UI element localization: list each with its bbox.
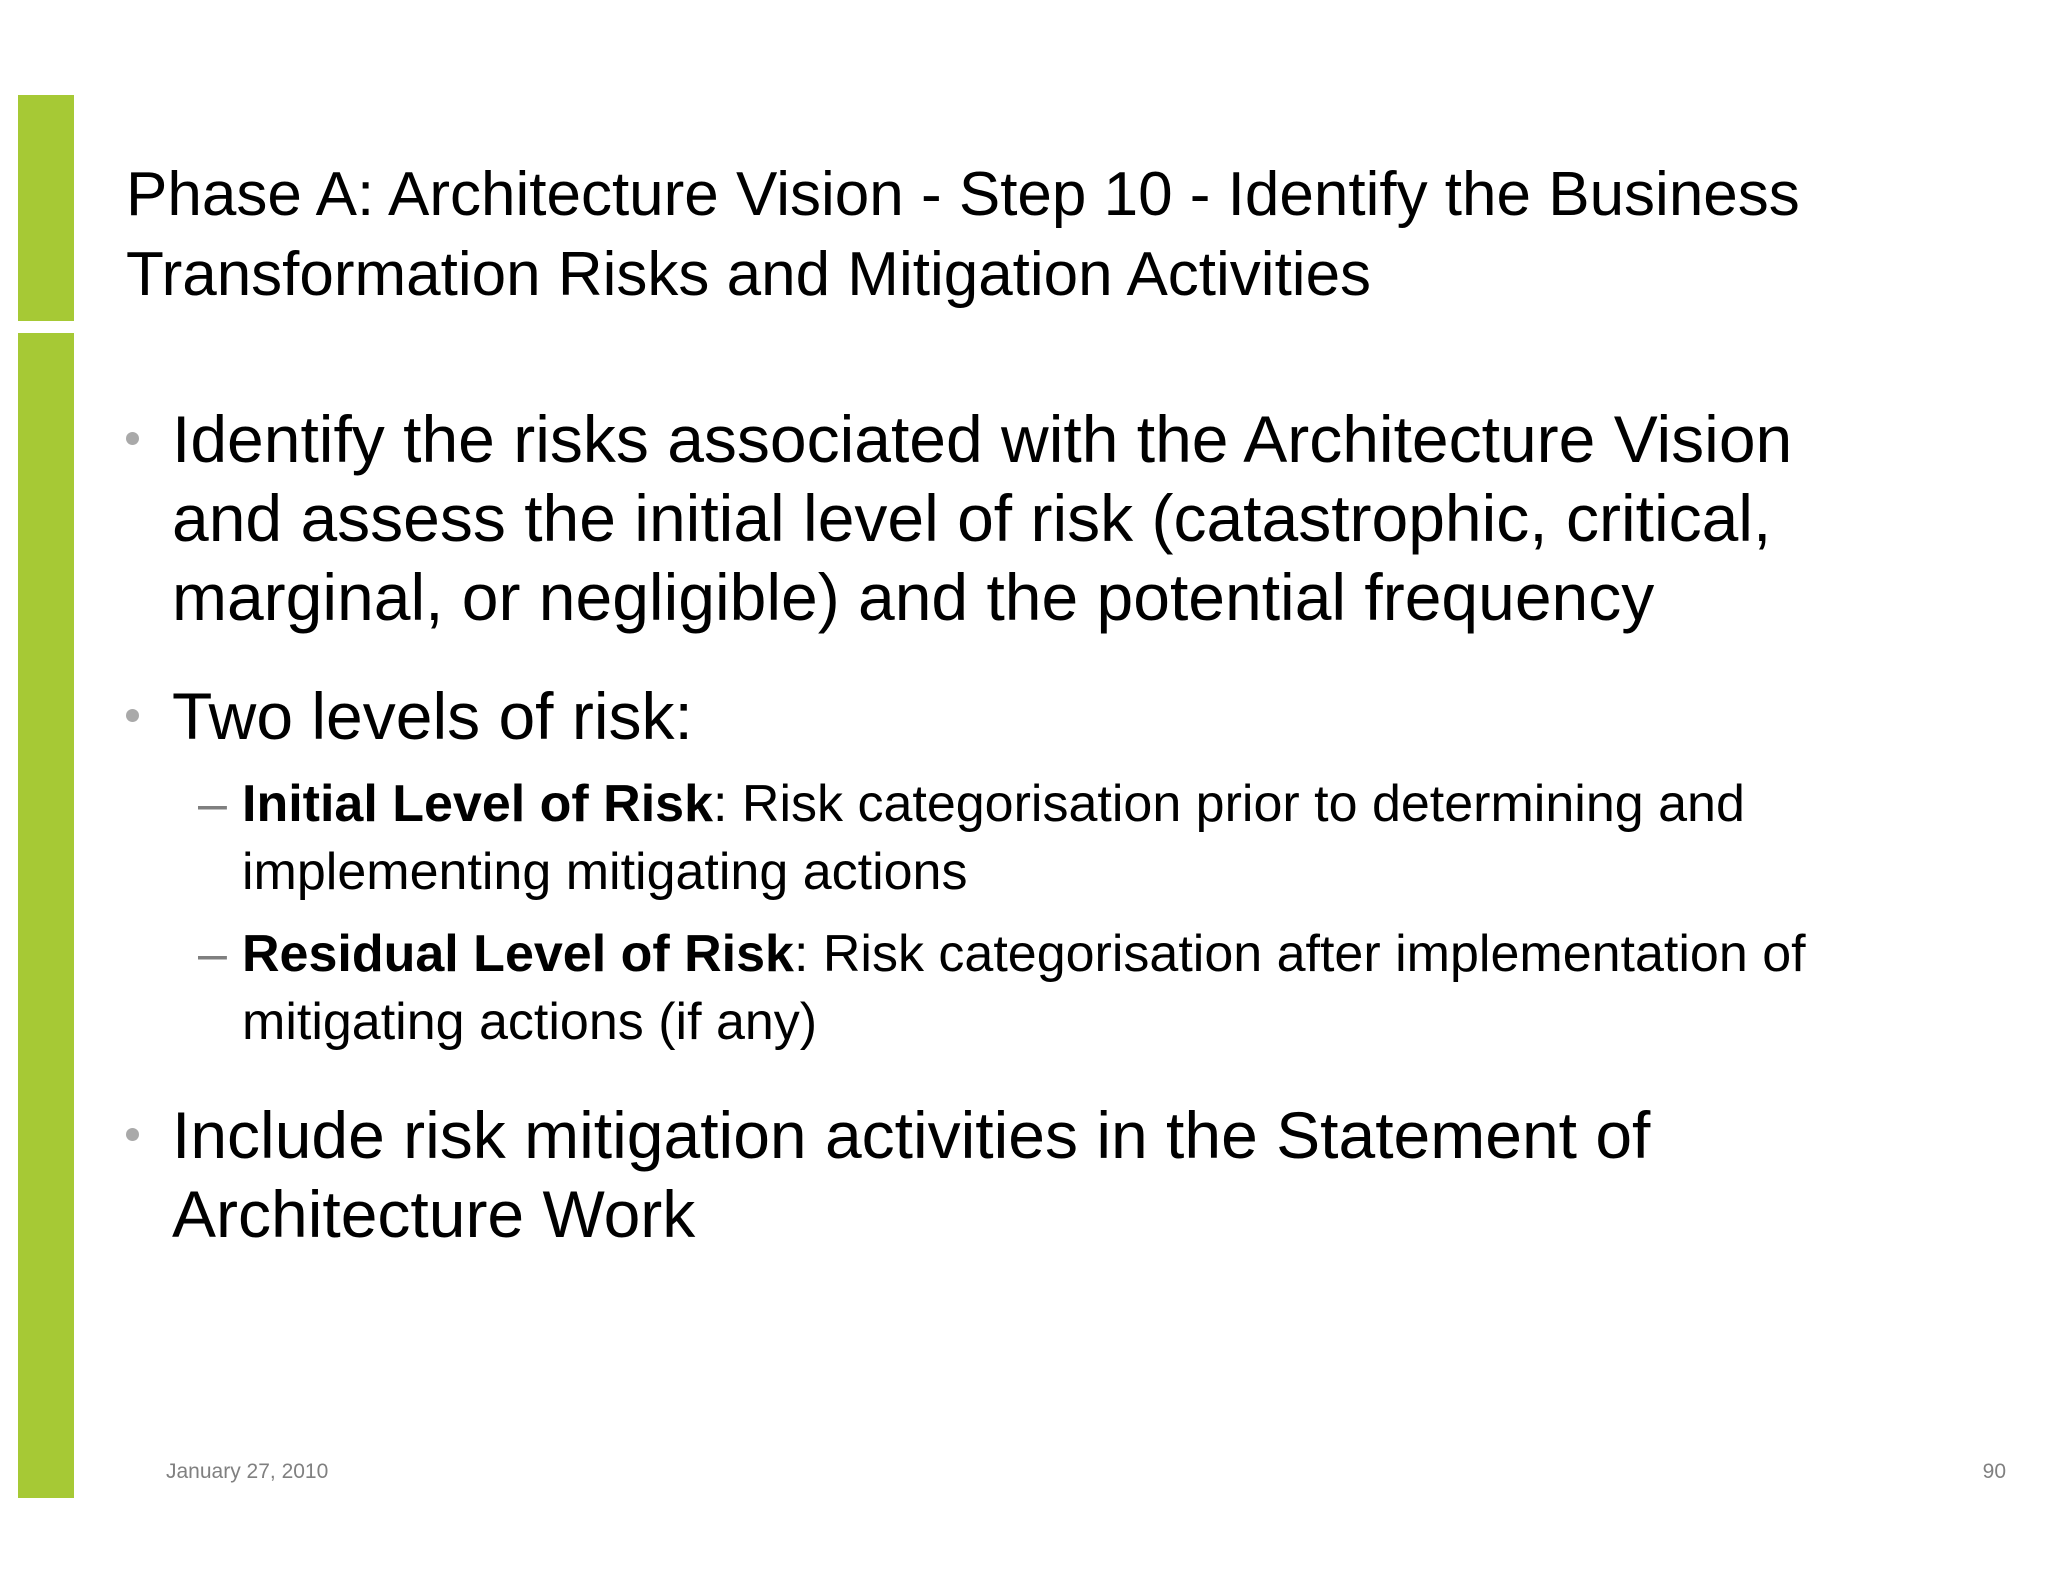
sub-bullet-list: [172, 770, 1886, 1056]
footer-date: January 27, 2010: [166, 1460, 329, 1483]
dash-icon: –: [198, 775, 227, 833]
bullet-text: Two levels of risk:: [172, 679, 693, 753]
page-number: 90: [1982, 1460, 2006, 1483]
sub-bullet-term: Residual Level of Risk: [242, 925, 794, 983]
sub-bullet-desc: : Risk categorisation prior to determining and implementing mitigating actions: [242, 775, 1745, 901]
bullet-text: Identify the risks associated with the Architecture Vision and assess the initial level of risk (catastrophic, critical, marginal, or negligible) and the potential frequency: [172, 402, 1793, 634]
accent-bar-top: [18, 95, 74, 321]
sub-bullet-item: [172, 920, 1886, 1056]
bullet-list: [126, 400, 1886, 1294]
dash-icon: –: [198, 925, 227, 983]
bullet-item: [126, 677, 1886, 1056]
bullet-text: Include risk mitigation activities in the Statement of Architecture Work: [172, 1098, 1651, 1251]
bullet-dot-icon: [126, 709, 139, 722]
sub-bullet-item: [172, 770, 1886, 906]
bullet-item: [126, 400, 1886, 637]
accent-bar-bottom: [18, 333, 74, 1498]
sub-bullet-term: Initial Level of Risk: [242, 775, 714, 833]
bullet-dot-icon: [126, 432, 139, 445]
sub-bullet-desc: : Risk categorisation after implementation of mitigating actions (if any): [242, 925, 1806, 1051]
bullet-dot-icon: [126, 1128, 139, 1141]
slide-title: Phase A: Architecture Vision - Step 10 - Identify the Business Transformation Risks and Mitigation Activities: [126, 160, 1800, 309]
bullet-item: [126, 1096, 1886, 1254]
